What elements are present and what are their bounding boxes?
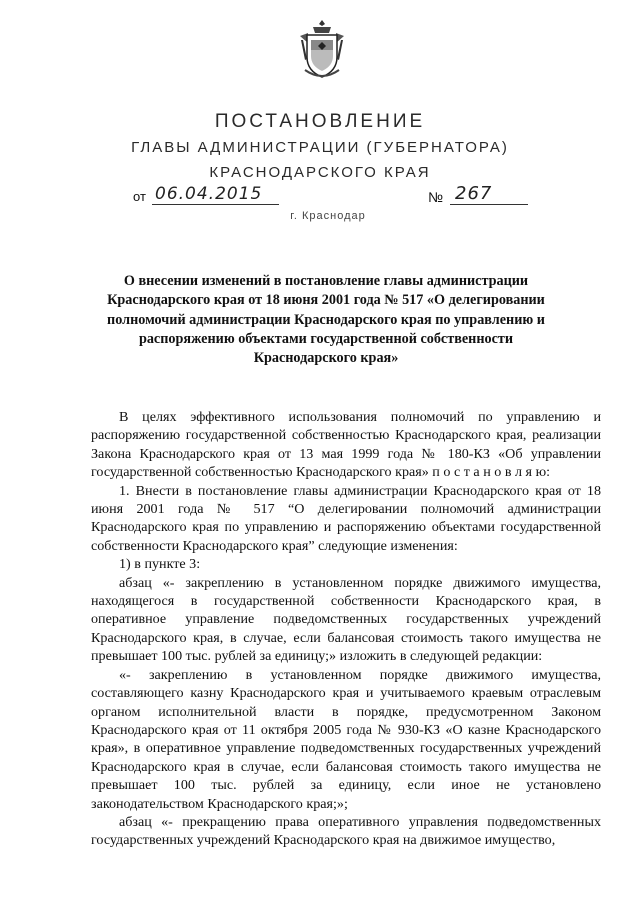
- city-label: г. Краснодар: [290, 210, 366, 222]
- region-heading: КРАСНОДАРСКОГО КРАЯ: [209, 164, 431, 181]
- document-title: О внесении изменений в постановление главы администрации Краснодарского края от 18 июня 2001 года № 517 «О делегировании полномочий администрации Краснодарского края по управлению и распоряжению объектами государственной собственности Краснодарского края»: [107, 273, 545, 367]
- date-number-row: [0, 183, 640, 210]
- issuer-heading: ГЛАВЫ АДМИНИСТРАЦИИ (ГУБЕРНАТОРА): [131, 139, 509, 156]
- paragraph-preamble: В целях эффективного использования полномочий по управлению и распоряжению государственной собственностью Краснодарского края, реализации Закона Краснодарского края от 13 мая 1999 года № 180-КЗ «Об управлении государственной собственностью Краснодарского края» п о с т а н о в л я ю:: [91, 409, 601, 481]
- handwritten-number: 267: [455, 183, 493, 204]
- paragraph-abzac-next: абзац «- прекращению права оперативного управления подведомственных государственных учреждений Краснодарского края на движимое имущество,: [91, 813, 601, 849]
- coat-of-arms-emblem: [297, 18, 347, 82]
- paragraph-abzac-new: «- закреплению в установленном порядке движимого имущества, составляющего казну Краснодарского края и учитываемого краевым отраслевым органом исполнительной власти в порядке, предусмотренном Законом Краснодарского края от 11 октября 2005 года № 930-КЗ «О казне Краснодарского края», в оперативное управление подведомственных государственных учреждений Краснодарского края в случае, если балансовая стоимость такого имущества не превышает 100 тыс. рублей за единицу, если иное не установлено законодательством Краснодарского края;»;: [91, 666, 601, 812]
- number-label: №: [428, 189, 444, 205]
- document-type-heading: ПОСТАНОВЛЕНИЕ: [214, 111, 426, 132]
- paragraph-subitem: 1) в пункте 3:: [119, 556, 201, 573]
- handwritten-date: 06.04.2015: [155, 184, 263, 204]
- document-body: [91, 408, 601, 850]
- date-label: от: [133, 189, 146, 204]
- paragraph-abzac-old: абзац «- закреплению в установленном порядке движимого имущества, находящегося в государственной собственности Краснодарского края, в оперативное управление подведомственных государственных учреждений Краснодарского края, в случае, если балансовая стоимость такого имущества не превышает 100 тыс. рублей за единицу;» изложить в следующей редакции:: [91, 574, 601, 665]
- paragraph-item-1: 1. Внести в постановление главы администрации Краснодарского края от 18 июня 2001 года № 517 “О делегировании полномочий администрации Краснодарского края по управлению и распоряжению объектами государственной собственности Краснодарского края” следующие изменения:: [91, 482, 601, 554]
